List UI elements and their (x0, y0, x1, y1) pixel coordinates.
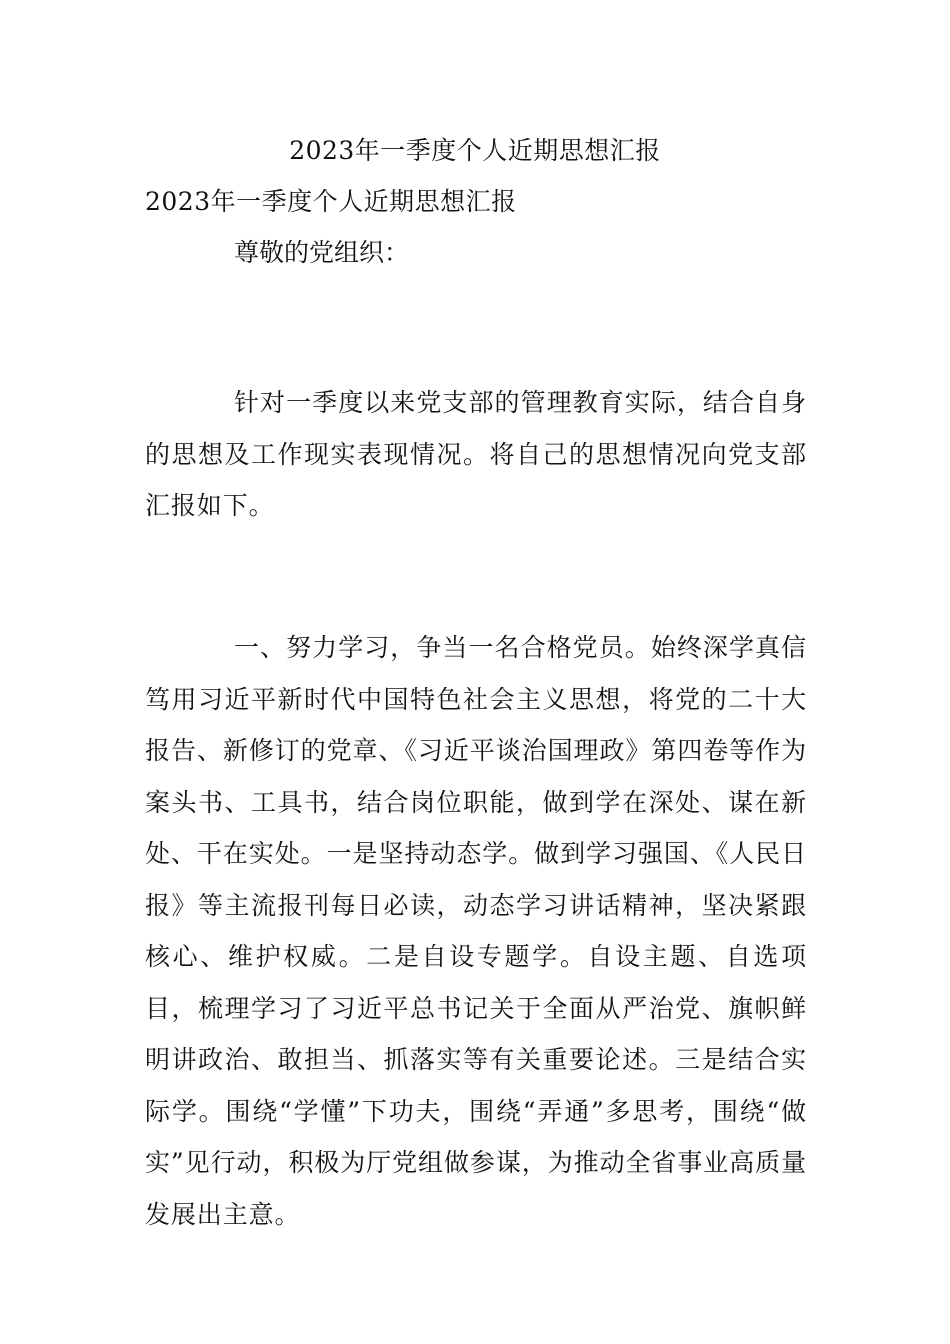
document-title: 2023年一季度个人近期思想汇报 (289, 136, 661, 165)
paragraph-intro: 针对一季度以来党支部的管理教育实际，结合自身的思想及工作现实表现情况。将自己的思想情况向党支部汇报如下。 (145, 388, 807, 520)
document-subtitle: 2023年一季度个人近期思想汇报 (145, 187, 517, 216)
paragraph-study: 一、努力学习，争当一名合格党员。始终深学真信笃用习近平新时代中国特色社会主义思想，将党的二十大报告、新修订的党章、《习近平谈治国理政》第四卷等作为案头书、工具书，结合岗位职能，做到学在深处、谋在新处、干在实处。一是坚持动态学。做到学习强国、《人民日报》等主流报刊每日必读，动态学习讲话精神，坚决紧跟核心、维护权威。二是自设专题学。自设主题、自选项目，梳理学习了习近平总书记关于全面从严治党、旗帜鲜明讲政治、敢担当、抓落实等有关重要论述。三是结合实际学。围绕“学懂”下功夫，围绕“弄通”多思考，围绕“做实”见行动，积极为厅党组做参谋，为推动全省事业高质量发展出主意。 (145, 633, 807, 1229)
salutation: 尊敬的党组织： (234, 238, 410, 267)
